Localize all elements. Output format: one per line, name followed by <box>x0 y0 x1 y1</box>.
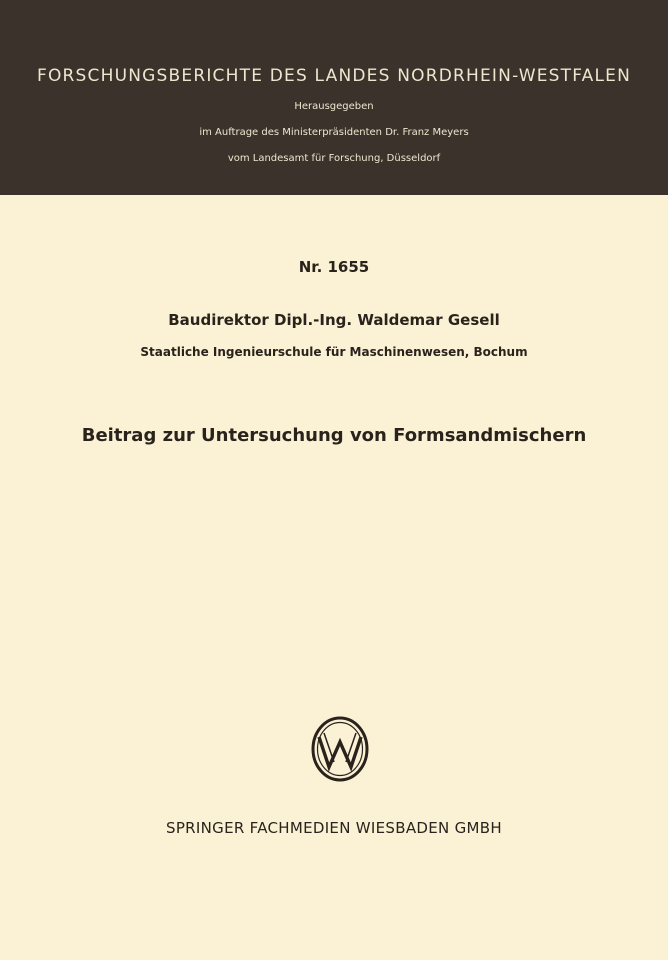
header-band <box>0 0 668 195</box>
author-institution: Staatliche Ingenieurschule für Maschinenwesen, Bochum <box>140 345 528 359</box>
series-title: FORSCHUNGSBERICHTE DES LANDES NORDRHEIN-WESTFALEN <box>36 66 632 86</box>
author-name: Baudirektor Dipl.-Ing. Waldemar Gesell <box>168 311 500 329</box>
publisher-name: SPRINGER FACHMEDIEN WIESBADEN GMBH <box>166 819 502 837</box>
office-line: vom Landesamt für Forschung, Düsseldorf <box>227 153 441 164</box>
editor-label: Herausgegeben <box>294 101 374 112</box>
commissioner-line: im Auftrage des Ministerpräsidenten Dr. Franz Meyers <box>199 127 469 138</box>
book-title: Beitrag zur Untersuchung von Formsandmischern <box>81 425 587 446</box>
publisher-logo-icon <box>310 715 370 783</box>
report-number: Nr. 1655 <box>298 258 370 276</box>
